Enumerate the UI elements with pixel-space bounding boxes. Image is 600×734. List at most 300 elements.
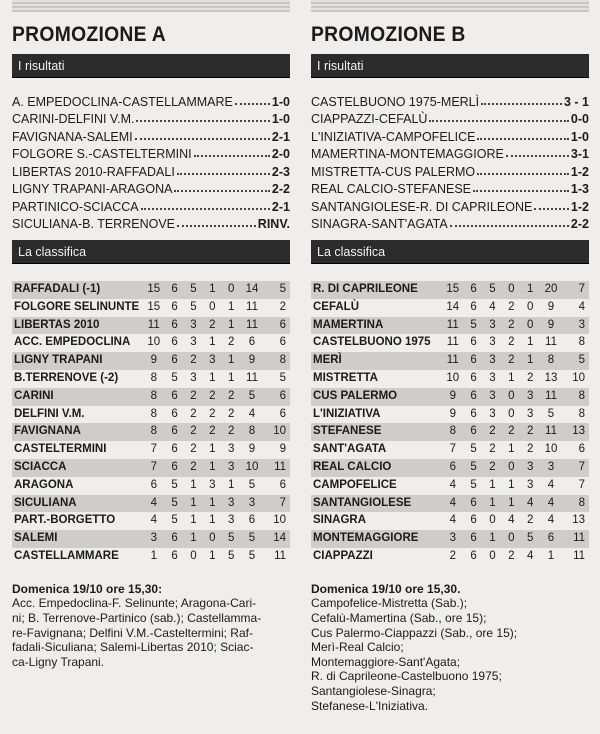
standings-row	[12, 299, 290, 317]
standings-team: CIAPPAZZI	[313, 549, 373, 562]
result-teams: L'INIZIATIVA-CAMPOFELICE	[311, 129, 476, 144]
standings-row	[12, 441, 290, 459]
result-score: 2-3	[271, 164, 290, 179]
result-row	[311, 144, 589, 162]
standings-goals-against: 6	[279, 336, 287, 349]
standings-row	[311, 406, 589, 424]
result-score: 1-0	[271, 112, 290, 126]
standings-points: 8	[150, 389, 157, 402]
standings-played: 6	[470, 354, 477, 367]
standings-points: 4	[449, 514, 456, 527]
fixture-line: re-Favignana; Delfini V.M.-Casteltermini; Raf-	[12, 625, 253, 640]
standings-lost: 5	[527, 532, 534, 545]
standings-drawn: 1	[508, 496, 515, 509]
result-teams: PARTINICO-SCIACCA	[12, 199, 139, 214]
standings-team: SANT'AGATA	[313, 443, 387, 456]
result-row	[12, 214, 290, 232]
result-teams: MAMERTINA-MONTEMAGGIORE	[311, 147, 504, 161]
standings-team: CAMPOFELICE	[313, 478, 397, 491]
standings-lost: 3	[228, 460, 235, 473]
standings-goals-against: 10	[273, 425, 287, 438]
standings-won: 0	[489, 549, 496, 562]
standings-table	[12, 281, 290, 566]
standings-won: 2	[190, 443, 197, 456]
standings-drawn: 2	[209, 407, 216, 420]
standings-team: CEFALÙ	[313, 300, 359, 313]
standings-header: La classifica	[12, 240, 290, 264]
group-title: PROMOZIONE B	[311, 23, 466, 46]
standings-points: 4	[449, 478, 456, 491]
result-score: 2-1	[271, 199, 290, 214]
standings-goals-for: 11	[545, 336, 557, 349]
standings-lost: 0	[527, 300, 534, 313]
standings-goals-for: 9	[248, 443, 256, 456]
standings-lost: 2	[527, 514, 534, 527]
standings-team: LIGNY TRAPANI	[14, 354, 103, 367]
standings-drawn: 1	[209, 336, 216, 349]
standings-goals-for: 11	[246, 318, 258, 331]
standings-won: 3	[489, 354, 496, 367]
top-strip	[311, 0, 589, 12]
standings-points: 6	[150, 478, 157, 491]
standings-goals-against: 11	[274, 549, 287, 562]
standings-points: 7	[150, 443, 157, 456]
standings-won: 3	[489, 318, 496, 331]
result-score: 2-2	[570, 217, 589, 231]
standings-team: CUS PALERMO	[313, 389, 398, 402]
standings-team: ACC. EMPEDOCLINA	[14, 336, 131, 349]
fixture-line: R. di Caprileone-Castelbuono 1975;	[311, 669, 502, 684]
standings-goals-against: 11	[573, 549, 586, 562]
standings-row	[311, 459, 589, 477]
standings-won: 2	[190, 389, 197, 402]
standings-row	[311, 370, 589, 388]
fixture-line: fadali-Siculiana; Salemi-Libertas 2010; Sciac-	[12, 640, 254, 655]
result-teams: FOLGORE S.-CASTELTERMINI	[12, 147, 192, 161]
standings-goals-for: 9	[248, 354, 256, 367]
standings-row	[12, 495, 290, 513]
standings-goals-for: 4	[547, 514, 555, 527]
standings-goals-against: 10	[273, 514, 287, 527]
standings-drawn: 1	[508, 443, 515, 456]
standings-drawn: 1	[209, 496, 216, 509]
standings-row	[311, 423, 589, 441]
leader-dots	[477, 173, 569, 175]
standings-goals-for: 14	[245, 283, 259, 295]
standings-drawn: 2	[508, 300, 515, 313]
standings-drawn: 2	[209, 318, 216, 331]
standings-goals-against: 3	[578, 318, 586, 331]
standings-drawn: 0	[209, 300, 216, 313]
result-row	[12, 179, 290, 197]
standings-drawn: 3	[209, 354, 216, 367]
standings-played: 5	[470, 460, 477, 473]
result-score: 2-1	[271, 129, 290, 144]
standings-won: 2	[489, 425, 496, 438]
standings-won: 3	[190, 318, 197, 331]
standings-won: 5	[190, 283, 197, 295]
standings-team: CARINI	[14, 389, 54, 402]
standings-lost: 2	[228, 389, 235, 402]
result-teams: SICULIANA-B. TERRENOVE	[12, 217, 176, 231]
standings-team: FAVIGNANA	[14, 425, 81, 438]
standings-lost: 2	[228, 336, 235, 349]
leader-dots	[429, 120, 568, 122]
standings-points: 11	[446, 336, 459, 349]
standings-played: 5	[171, 514, 178, 527]
standings-goals-for: 6	[547, 532, 555, 545]
standings-points: 8	[449, 425, 456, 438]
result-row	[311, 126, 589, 144]
standings-goals-against: 5	[279, 283, 287, 295]
standings-won: 2	[190, 354, 197, 367]
standings-lost: 3	[527, 478, 534, 491]
fixture-line: Stefanese-L'Iniziativa.	[311, 698, 429, 713]
standings-won: 3	[190, 336, 197, 349]
standings-lost: 3	[228, 443, 235, 456]
standings-won: 1	[190, 496, 197, 509]
standings-row	[12, 352, 290, 370]
result-teams: CARINI-DELFINI V.M.	[12, 112, 135, 126]
standings-lost: 4	[527, 496, 534, 509]
standings-points: 4	[150, 496, 157, 509]
standings-goals-against: 6	[578, 443, 586, 456]
standings-drawn: 2	[508, 549, 515, 562]
standings-goals-for: 5	[248, 389, 256, 402]
standings-team: REAL CALCIO	[313, 460, 392, 473]
standings-lost: 2	[527, 371, 534, 384]
standings-points: 10	[147, 336, 161, 349]
standings-lost: 2	[527, 443, 534, 456]
standings-points: 7	[449, 443, 456, 456]
standings-goals-for: 4	[248, 407, 256, 420]
standings-played: 6	[171, 460, 178, 473]
standings-won: 0	[489, 514, 496, 527]
standings-points: 11	[147, 318, 160, 331]
standings-points: 9	[449, 407, 456, 420]
standings-row	[311, 281, 589, 299]
standings-team: PART.-BORGETTO	[14, 514, 116, 527]
standings-row	[12, 477, 290, 495]
standings-goals-for: 3	[547, 460, 555, 473]
leader-dots	[177, 225, 256, 227]
standings-lost: 5	[228, 532, 235, 545]
standings-won: 1	[190, 514, 197, 527]
standings-points: 8	[150, 425, 157, 438]
result-teams: REAL CALCIO-STEFANESE	[311, 182, 471, 196]
standings-lost: 2	[228, 425, 235, 438]
next-fixtures	[311, 582, 589, 713]
standings-points: 11	[446, 354, 459, 367]
standings-lost: 1	[228, 371, 235, 384]
standings-goals-for: 6	[248, 336, 256, 349]
standings-won: 3	[489, 336, 496, 349]
standings-won: 1	[489, 496, 496, 509]
standings-won: 2	[489, 460, 496, 473]
standings-goals-for: 5	[248, 478, 256, 491]
standings-team: SANTANGIOLESE	[313, 496, 412, 509]
result-teams: A. EMPEDOCLINA-CASTELLAMMARE	[12, 94, 233, 109]
standings-row	[12, 334, 290, 352]
standings-won: 3	[190, 371, 197, 384]
standings-drawn: 1	[209, 371, 216, 384]
standings-points: 11	[446, 318, 459, 331]
next-fixtures-lines	[12, 596, 290, 669]
standings-goals-against: 6	[279, 478, 287, 491]
standings-lost: 2	[228, 407, 235, 420]
fixture-line: Santangiolese-Sinagra;	[311, 683, 436, 698]
standings-goals-against: 8	[578, 389, 586, 402]
standings-goals-for: 5	[248, 532, 256, 545]
standings-points: 8	[150, 371, 157, 384]
standings-played: 6	[470, 283, 477, 295]
result-row	[311, 161, 589, 179]
standings-drawn: 1	[209, 460, 216, 473]
standings-played: 6	[171, 443, 178, 456]
standings-goals-for: 11	[545, 425, 557, 438]
standings-drawn: 1	[209, 549, 216, 562]
result-score: 3 - 1	[563, 94, 589, 109]
next-fixtures-lines	[311, 596, 589, 713]
result-score: 1-2	[570, 164, 589, 179]
standings-team: CASTELTERMINI	[14, 443, 107, 456]
standings-row	[311, 317, 589, 335]
standings-goals-against: 8	[578, 336, 586, 349]
standings-played: 6	[171, 407, 178, 420]
standings-goals-for: 8	[547, 354, 555, 367]
results-header: I risultati	[311, 54, 589, 78]
leader-dots	[174, 190, 269, 192]
standings-row	[12, 388, 290, 406]
standings-drawn: 1	[508, 478, 515, 491]
result-row	[12, 126, 290, 144]
standings-team: RAFFADALI (-1)	[14, 283, 101, 295]
standings-played: 5	[470, 478, 477, 491]
standings-goals-against: 8	[578, 407, 586, 420]
standings-points: 15	[147, 300, 161, 313]
result-row	[12, 196, 290, 214]
standings-goals-against: 4	[578, 300, 586, 313]
standings-played: 6	[470, 300, 477, 313]
standings-lost: 1	[228, 318, 235, 331]
standings-drawn: 2	[508, 336, 515, 349]
next-fixtures	[12, 582, 290, 670]
standings-row	[311, 441, 589, 459]
leader-dots	[235, 103, 270, 105]
result-teams: LIGNY TRAPANI-ARAGONA	[12, 182, 173, 196]
standings-row	[12, 406, 290, 424]
result-score: 1-2	[570, 199, 589, 214]
fixture-line: Acc. Empedoclina-F. Selinunte; Aragona-Cari-	[12, 596, 257, 611]
top-strip	[12, 0, 290, 12]
standings-goals-against: 10	[572, 371, 586, 384]
standings-won: 2	[190, 460, 197, 473]
standings-won: 2	[190, 425, 197, 438]
standings-lost: 3	[527, 389, 534, 402]
group-b-column	[311, 0, 589, 713]
leader-dots	[506, 155, 569, 157]
standings-team: R. DI CAPRILEONE	[313, 283, 418, 295]
leader-dots	[473, 190, 569, 192]
standings-drawn: 3	[209, 478, 216, 491]
standings-lost: 2	[527, 425, 534, 438]
result-score: RINV.	[257, 217, 290, 231]
standings-drawn: 1	[209, 443, 216, 456]
standings-lost: 3	[527, 407, 534, 420]
fixture-line: ni; B. Terrenove-Partinico (sab.); Castellamma-	[12, 610, 262, 625]
standings-lost: 5	[228, 549, 235, 562]
standings-points: 1	[150, 549, 157, 562]
standings-drawn: 0	[508, 460, 515, 473]
standings-points: 9	[150, 354, 157, 367]
standings-points: 4	[150, 514, 157, 527]
result-score: 2-2	[271, 182, 290, 196]
standings-points: 3	[449, 532, 456, 545]
standings-drawn: 1	[209, 514, 216, 527]
standings-row	[12, 530, 290, 548]
standings-goals-for: 11	[246, 371, 258, 384]
standings-played: 6	[171, 425, 178, 438]
standings-goals-against: 7	[578, 478, 586, 491]
standings-team: L'INIZIATIVA	[313, 407, 381, 420]
standings-drawn: 4	[508, 514, 515, 527]
standings-goals-for: 20	[544, 283, 558, 295]
standings-goals-for: 1	[547, 549, 555, 562]
standings-goals-against: 8	[279, 354, 287, 367]
standings-row	[12, 370, 290, 388]
standings-drawn: 1	[508, 371, 515, 384]
leader-dots	[177, 173, 270, 175]
leader-dots	[194, 155, 270, 157]
standings-team: MAMERTINA	[313, 318, 384, 331]
standings-won: 1	[190, 478, 197, 491]
standings-goals-against: 8	[578, 496, 586, 509]
standings-lost: 1	[527, 336, 534, 349]
standings-played: 5	[470, 443, 477, 456]
standings-played: 6	[470, 407, 477, 420]
result-teams: MISTRETTA-CUS PALERMO	[311, 164, 476, 179]
result-teams: CASTELBUONO 1975-MERLÌ	[311, 94, 480, 109]
standings-team: FOLGORE SELINUNTE	[14, 300, 140, 313]
standings-drawn: 2	[209, 425, 216, 438]
standings-goals-for: 4	[547, 496, 555, 509]
standings-won: 3	[489, 371, 496, 384]
standings-team: SICULIANA	[14, 496, 77, 509]
standings-lost: 1	[527, 283, 534, 295]
standings-played: 6	[470, 371, 477, 384]
standings-goals-against: 9	[279, 443, 287, 456]
standings-drawn: 0	[508, 283, 515, 295]
standings-won: 3	[489, 407, 496, 420]
standings-played: 6	[470, 549, 477, 562]
standings-row	[311, 352, 589, 370]
standings-points: 2	[449, 549, 456, 562]
result-score: 1-0	[271, 94, 290, 109]
standings-goals-against: 14	[273, 532, 287, 545]
leader-dots	[136, 120, 269, 122]
standings-row	[12, 317, 290, 335]
standings-won: 2	[190, 407, 197, 420]
standings-points: 8	[150, 407, 157, 420]
standings-played: 6	[171, 389, 178, 402]
standings-goals-against: 6	[279, 389, 287, 402]
standings-won: 3	[489, 389, 496, 402]
standings-row	[311, 388, 589, 406]
standings-played: 6	[470, 496, 477, 509]
result-score: 0-0	[570, 112, 589, 126]
standings-won: 0	[190, 549, 197, 562]
standings-played: 5	[470, 318, 477, 331]
standings-lost: 3	[228, 514, 235, 527]
standings-goals-against: 11	[573, 532, 586, 545]
standings-team: SALEMI	[14, 532, 58, 545]
leader-dots	[450, 225, 569, 227]
standings-goals-against: 2	[279, 300, 287, 313]
standings-goals-for: 8	[248, 425, 256, 438]
result-teams: SINAGRA-SANT'AGATA	[311, 217, 448, 231]
standings-lost: 3	[527, 460, 534, 473]
standings-goals-for: 3	[248, 496, 256, 509]
standings-played: 6	[171, 354, 178, 367]
standings-goals-against: 7	[578, 460, 586, 473]
standings-lost: 1	[228, 300, 235, 313]
standings-goals-for: 9	[547, 318, 555, 331]
fixture-line: Merì-Real Calcio;	[311, 640, 404, 655]
standings-goals-against: 13	[572, 514, 586, 527]
standings-team: STEFANESE	[313, 425, 382, 438]
standings-lost: 4	[527, 549, 534, 562]
standings-points: 4	[449, 496, 456, 509]
standings-won: 5	[190, 300, 197, 313]
next-fixtures-heading: Domenica 19/10 ore 15,30:	[12, 581, 163, 596]
standings-won: 1	[489, 478, 496, 491]
standings-row	[311, 299, 589, 317]
standings-drawn: 2	[209, 389, 216, 402]
result-teams: LIBERTAS 2010-RAFFADALI	[12, 164, 175, 179]
standings-goals-for: 10	[544, 443, 558, 456]
results-list	[12, 78, 290, 231]
standings-row	[311, 530, 589, 548]
fixture-line: Cefalù-Mamertina (Sab., ore 15);	[311, 610, 487, 625]
standings-played: 6	[171, 532, 178, 545]
standings-drawn: 0	[209, 532, 216, 545]
standings-played: 6	[171, 300, 178, 313]
standings-row	[311, 512, 589, 530]
standings-team: LIBERTAS 2010	[14, 318, 100, 331]
standings-won: 4	[489, 300, 496, 313]
standings-row	[12, 512, 290, 530]
standings-played: 6	[470, 532, 477, 545]
standings-played: 6	[470, 514, 477, 527]
result-row	[311, 214, 589, 232]
standings-goals-against: 6	[279, 318, 287, 331]
standings-goals-for: 9	[547, 300, 555, 313]
standings-goals-against: 11	[274, 460, 287, 473]
standings-goals-against: 7	[279, 496, 287, 509]
standings-won: 5	[489, 283, 496, 295]
standings-played: 6	[171, 283, 178, 295]
standings-team: SINAGRA	[313, 514, 367, 527]
standings-points: 15	[446, 283, 460, 295]
standings-won: 1	[190, 532, 197, 545]
standings-team: DELFINI V.M.	[14, 407, 85, 420]
standings-goals-for: 4	[547, 478, 555, 491]
standings-points: 7	[150, 460, 157, 473]
standings-drawn: 2	[508, 354, 515, 367]
standings-team: ARAGONA	[14, 478, 74, 491]
leader-dots	[481, 103, 562, 105]
standings-played: 5	[171, 496, 178, 509]
